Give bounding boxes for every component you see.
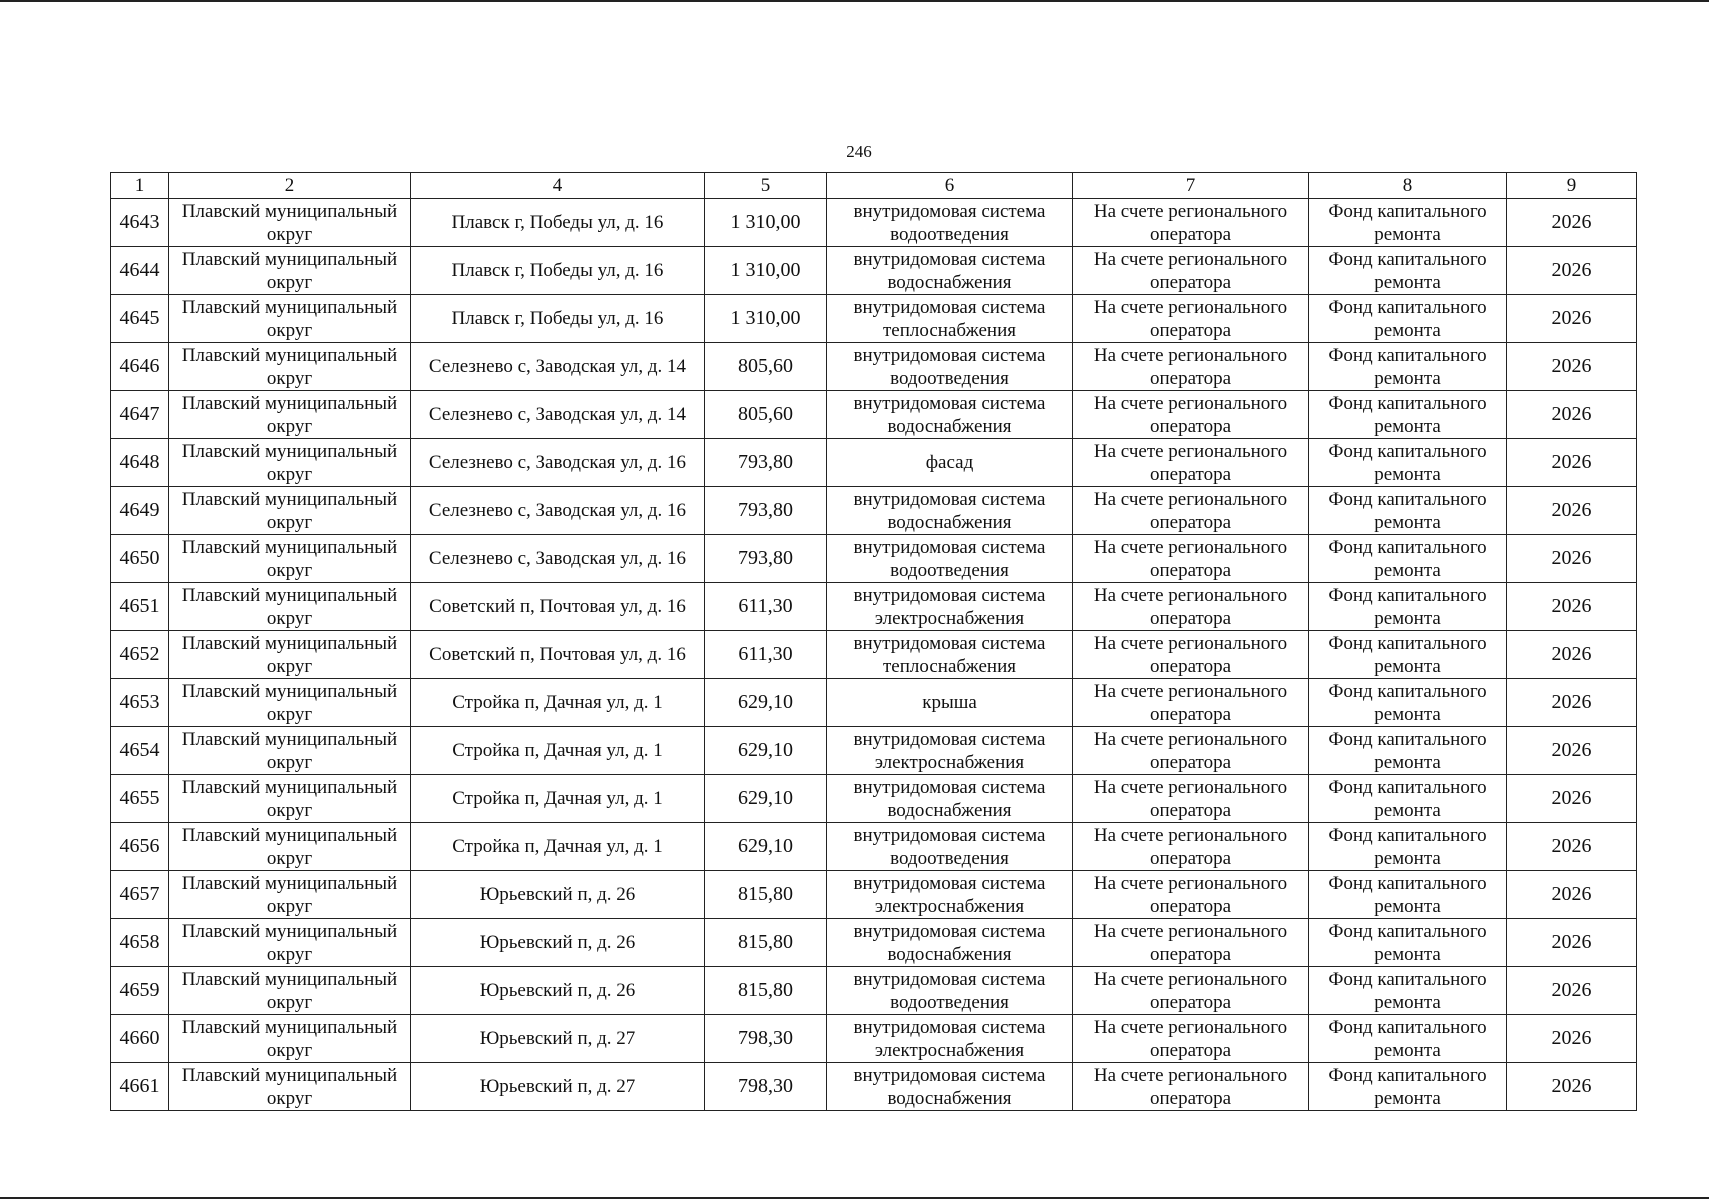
municipality-cell: Плавский муниципальный округ xyxy=(169,583,411,631)
year-cell: 2026 xyxy=(1507,535,1637,583)
repair-element-cell: внутридомовая система водоотведения xyxy=(827,823,1073,871)
funding-source-cell: Фонд капитального ремонта xyxy=(1309,823,1507,871)
municipality-cell: Плавский муниципальный округ xyxy=(169,631,411,679)
row-number-cell: 4650 xyxy=(111,535,169,583)
municipality-cell: Плавский муниципальный округ xyxy=(169,199,411,247)
row-number-cell: 4655 xyxy=(111,775,169,823)
table-row xyxy=(111,1015,1637,1063)
year-cell: 2026 xyxy=(1507,1063,1637,1111)
area-cell: 629,10 xyxy=(705,727,827,775)
area-cell: 629,10 xyxy=(705,823,827,871)
fund-account-cell: На счете регионального оператора xyxy=(1073,439,1309,487)
funding-source-cell: Фонд капитального ремонта xyxy=(1309,487,1507,535)
municipality-cell: Плавский муниципальный округ xyxy=(169,871,411,919)
area-cell: 793,80 xyxy=(705,487,827,535)
fund-account-cell: На счете регионального оператора xyxy=(1073,679,1309,727)
table-body xyxy=(111,199,1637,1111)
year-cell: 2026 xyxy=(1507,631,1637,679)
municipality-cell: Плавский муниципальный округ xyxy=(169,679,411,727)
address-cell: Советский п, Почтовая ул, д. 16 xyxy=(411,583,705,631)
row-number-cell: 4643 xyxy=(111,199,169,247)
funding-source-cell: Фонд капитального ремонта xyxy=(1309,583,1507,631)
column-header-6: 6 xyxy=(827,173,1073,199)
table-row xyxy=(111,535,1637,583)
repair-element-cell: внутридомовая система водоснабжения xyxy=(827,775,1073,823)
municipality-cell: Плавский муниципальный округ xyxy=(169,1015,411,1063)
area-cell: 1 310,00 xyxy=(705,199,827,247)
repair-element-cell: внутридомовая система водоотведения xyxy=(827,199,1073,247)
row-number-cell: 4653 xyxy=(111,679,169,727)
row-number-cell: 4660 xyxy=(111,1015,169,1063)
area-cell: 1 310,00 xyxy=(705,247,827,295)
area-cell: 798,30 xyxy=(705,1063,827,1111)
year-cell: 2026 xyxy=(1507,343,1637,391)
fund-account-cell: На счете регионального оператора xyxy=(1073,199,1309,247)
address-cell: Плавск г, Победы ул, д. 16 xyxy=(411,199,705,247)
table-row xyxy=(111,583,1637,631)
table-row xyxy=(111,391,1637,439)
fund-account-cell: На счете регионального оператора xyxy=(1073,727,1309,775)
year-cell: 2026 xyxy=(1507,1015,1637,1063)
fund-account-cell: На счете регионального оператора xyxy=(1073,1063,1309,1111)
municipality-cell: Плавский муниципальный округ xyxy=(169,919,411,967)
funding-source-cell: Фонд капитального ремонта xyxy=(1309,631,1507,679)
table-row xyxy=(111,823,1637,871)
repair-element-cell: крыша xyxy=(827,679,1073,727)
year-cell: 2026 xyxy=(1507,823,1637,871)
area-cell: 793,80 xyxy=(705,439,827,487)
municipality-cell: Плавский муниципальный округ xyxy=(169,1063,411,1111)
address-cell: Стройка п, Дачная ул, д. 1 xyxy=(411,679,705,727)
municipality-cell: Плавский муниципальный округ xyxy=(169,391,411,439)
municipality-cell: Плавский муниципальный округ xyxy=(169,439,411,487)
year-cell: 2026 xyxy=(1507,247,1637,295)
table-row xyxy=(111,1063,1637,1111)
funding-source-cell: Фонд капитального ремонта xyxy=(1309,967,1507,1015)
row-number-cell: 4644 xyxy=(111,247,169,295)
funding-source-cell: Фонд капитального ремонта xyxy=(1309,391,1507,439)
column-header-2: 2 xyxy=(169,173,411,199)
repair-element-cell: внутридомовая система водоснабжения xyxy=(827,391,1073,439)
funding-source-cell: Фонд капитального ремонта xyxy=(1309,343,1507,391)
year-cell: 2026 xyxy=(1507,679,1637,727)
top-border-line xyxy=(0,0,1709,2)
address-cell: Юрьевский п, д. 26 xyxy=(411,919,705,967)
row-number-cell: 4654 xyxy=(111,727,169,775)
column-header-1: 1 xyxy=(111,173,169,199)
row-number-cell: 4648 xyxy=(111,439,169,487)
repair-element-cell: внутридомовая система электроснабжения xyxy=(827,583,1073,631)
area-cell: 815,80 xyxy=(705,871,827,919)
year-cell: 2026 xyxy=(1507,295,1637,343)
table-row xyxy=(111,871,1637,919)
area-cell: 629,10 xyxy=(705,679,827,727)
fund-account-cell: На счете регионального оператора xyxy=(1073,583,1309,631)
header-row xyxy=(111,173,1637,199)
repair-element-cell: фасад xyxy=(827,439,1073,487)
row-number-cell: 4652 xyxy=(111,631,169,679)
column-header-5: 5 xyxy=(705,173,827,199)
address-cell: Селезнево с, Заводская ул, д. 16 xyxy=(411,439,705,487)
funding-source-cell: Фонд капитального ремонта xyxy=(1309,535,1507,583)
municipality-cell: Плавский муниципальный округ xyxy=(169,823,411,871)
address-cell: Стройка п, Дачная ул, д. 1 xyxy=(411,727,705,775)
area-cell: 611,30 xyxy=(705,583,827,631)
row-number-cell: 4649 xyxy=(111,487,169,535)
page-number: 246 xyxy=(846,142,872,161)
address-cell: Стройка п, Дачная ул, д. 1 xyxy=(411,823,705,871)
address-cell: Юрьевский п, д. 27 xyxy=(411,1063,705,1111)
row-number-cell: 4657 xyxy=(111,871,169,919)
year-cell: 2026 xyxy=(1507,967,1637,1015)
area-cell: 805,60 xyxy=(705,391,827,439)
address-cell: Селезнево с, Заводская ул, д. 14 xyxy=(411,343,705,391)
table-row xyxy=(111,631,1637,679)
fund-account-cell: На счете регионального оператора xyxy=(1073,919,1309,967)
address-cell: Селезнево с, Заводская ул, д. 16 xyxy=(411,487,705,535)
funding-source-cell: Фонд капитального ремонта xyxy=(1309,247,1507,295)
year-cell: 2026 xyxy=(1507,199,1637,247)
fund-account-cell: На счете регионального оператора xyxy=(1073,1015,1309,1063)
table-row xyxy=(111,679,1637,727)
repair-element-cell: внутридомовая система электроснабжения xyxy=(827,1015,1073,1063)
table-row xyxy=(111,727,1637,775)
address-cell: Плавск г, Победы ул, д. 16 xyxy=(411,295,705,343)
area-cell: 629,10 xyxy=(705,775,827,823)
repair-element-cell: внутридомовая система водоснабжения xyxy=(827,919,1073,967)
table-header xyxy=(111,173,1637,199)
repair-element-cell: внутридомовая система электроснабжения xyxy=(827,871,1073,919)
funding-source-cell: Фонд капитального ремонта xyxy=(1309,295,1507,343)
funding-source-cell: Фонд капитального ремонта xyxy=(1309,775,1507,823)
table-row xyxy=(111,919,1637,967)
municipality-cell: Плавский муниципальный округ xyxy=(169,295,411,343)
municipality-cell: Плавский муниципальный округ xyxy=(169,967,411,1015)
table-row xyxy=(111,295,1637,343)
funding-source-cell: Фонд капитального ремонта xyxy=(1309,871,1507,919)
repair-element-cell: внутридомовая система водоотведения xyxy=(827,535,1073,583)
row-number-cell: 4656 xyxy=(111,823,169,871)
repair-element-cell: внутридомовая система теплоснабжения xyxy=(827,295,1073,343)
address-cell: Стройка п, Дачная ул, д. 1 xyxy=(411,775,705,823)
municipality-cell: Плавский муниципальный округ xyxy=(169,343,411,391)
funding-source-cell: Фонд капитального ремонта xyxy=(1309,919,1507,967)
fund-account-cell: На счете регионального оператора xyxy=(1073,295,1309,343)
fund-account-cell: На счете регионального оператора xyxy=(1073,343,1309,391)
area-cell: 805,60 xyxy=(705,343,827,391)
year-cell: 2026 xyxy=(1507,487,1637,535)
table-row xyxy=(111,199,1637,247)
row-number-cell: 4645 xyxy=(111,295,169,343)
funding-source-cell: Фонд капитального ремонта xyxy=(1309,679,1507,727)
year-cell: 2026 xyxy=(1507,727,1637,775)
funding-source-cell: Фонд капитального ремонта xyxy=(1309,199,1507,247)
fund-account-cell: На счете регионального оператора xyxy=(1073,247,1309,295)
address-cell: Селезнево с, Заводская ул, д. 14 xyxy=(411,391,705,439)
municipality-cell: Плавский муниципальный округ xyxy=(169,727,411,775)
year-cell: 2026 xyxy=(1507,391,1637,439)
municipality-cell: Плавский муниципальный округ xyxy=(169,775,411,823)
capital-repair-table xyxy=(110,172,1637,1111)
row-number-cell: 4651 xyxy=(111,583,169,631)
row-number-cell: 4658 xyxy=(111,919,169,967)
address-cell: Юрьевский п, д. 26 xyxy=(411,967,705,1015)
address-cell: Юрьевский п, д. 27 xyxy=(411,1015,705,1063)
row-number-cell: 4661 xyxy=(111,1063,169,1111)
fund-account-cell: На счете регионального оператора xyxy=(1073,775,1309,823)
row-number-cell: 4659 xyxy=(111,967,169,1015)
year-cell: 2026 xyxy=(1507,439,1637,487)
column-header-9: 9 xyxy=(1507,173,1637,199)
municipality-cell: Плавский муниципальный округ xyxy=(169,247,411,295)
fund-account-cell: На счете регионального оператора xyxy=(1073,535,1309,583)
fund-account-cell: На счете регионального оператора xyxy=(1073,391,1309,439)
table-row xyxy=(111,439,1637,487)
address-cell: Плавск г, Победы ул, д. 16 xyxy=(411,247,705,295)
repair-element-cell: внутридомовая система теплоснабжения xyxy=(827,631,1073,679)
area-cell: 611,30 xyxy=(705,631,827,679)
fund-account-cell: На счете регионального оператора xyxy=(1073,823,1309,871)
funding-source-cell: Фонд капитального ремонта xyxy=(1309,439,1507,487)
year-cell: 2026 xyxy=(1507,919,1637,967)
year-cell: 2026 xyxy=(1507,775,1637,823)
repair-element-cell: внутридомовая система водоснабжения xyxy=(827,1063,1073,1111)
municipality-cell: Плавский муниципальный округ xyxy=(169,535,411,583)
column-header-7: 7 xyxy=(1073,173,1309,199)
funding-source-cell: Фонд капитального ремонта xyxy=(1309,1015,1507,1063)
area-cell: 1 310,00 xyxy=(705,295,827,343)
repair-element-cell: внутридомовая система водоснабжения xyxy=(827,487,1073,535)
repair-element-cell: внутридомовая система водоотведения xyxy=(827,343,1073,391)
fund-account-cell: На счете регионального оператора xyxy=(1073,487,1309,535)
area-cell: 793,80 xyxy=(705,535,827,583)
table-row xyxy=(111,967,1637,1015)
repair-element-cell: внутридомовая система водоснабжения xyxy=(827,247,1073,295)
table-row xyxy=(111,343,1637,391)
table-row xyxy=(111,775,1637,823)
funding-source-cell: Фонд капитального ремонта xyxy=(1309,1063,1507,1111)
row-number-cell: 4646 xyxy=(111,343,169,391)
address-cell: Юрьевский п, д. 26 xyxy=(411,871,705,919)
address-cell: Селезнево с, Заводская ул, д. 16 xyxy=(411,535,705,583)
address-cell: Советский п, Почтовая ул, д. 16 xyxy=(411,631,705,679)
area-cell: 815,80 xyxy=(705,967,827,1015)
column-header-8: 8 xyxy=(1309,173,1507,199)
row-number-cell: 4647 xyxy=(111,391,169,439)
repair-element-cell: внутридомовая система водоотведения xyxy=(827,967,1073,1015)
fund-account-cell: На счете регионального оператора xyxy=(1073,871,1309,919)
area-cell: 798,30 xyxy=(705,1015,827,1063)
fund-account-cell: На счете регионального оператора xyxy=(1073,967,1309,1015)
table-row xyxy=(111,247,1637,295)
area-cell: 815,80 xyxy=(705,919,827,967)
column-header-4: 4 xyxy=(411,173,705,199)
year-cell: 2026 xyxy=(1507,871,1637,919)
table-row xyxy=(111,487,1637,535)
year-cell: 2026 xyxy=(1507,583,1637,631)
repair-element-cell: внутридомовая система электроснабжения xyxy=(827,727,1073,775)
municipality-cell: Плавский муниципальный округ xyxy=(169,487,411,535)
fund-account-cell: На счете регионального оператора xyxy=(1073,631,1309,679)
funding-source-cell: Фонд капитального ремонта xyxy=(1309,727,1507,775)
bottom-border-line xyxy=(0,1197,1709,1199)
